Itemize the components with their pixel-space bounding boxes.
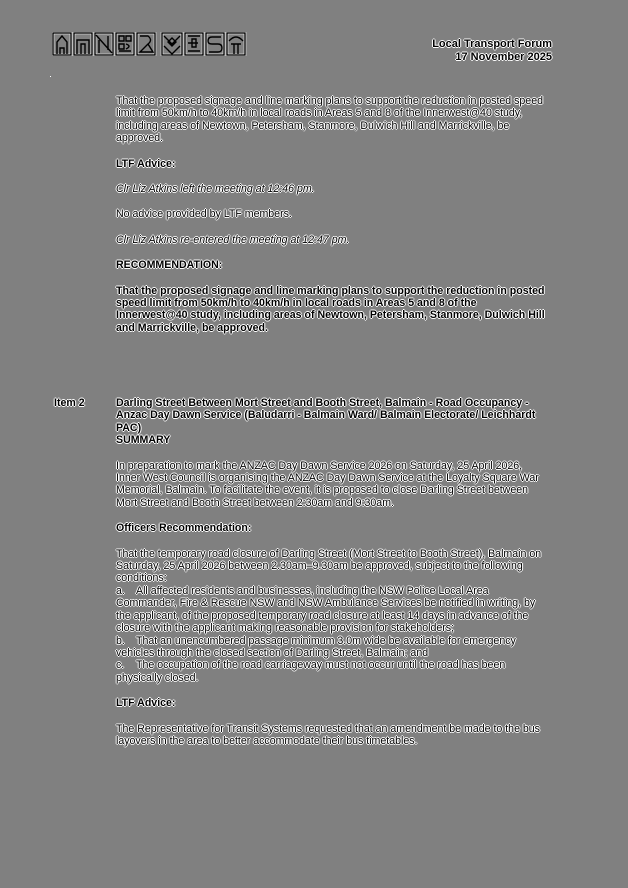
condition-letter: b. [116,634,125,647]
item2-section [116,397,548,747]
inner-west-logo-icon [52,32,257,56]
item2-summary-text: In preparation to mark the ANZAC Day Dawn Service 2026 on Saturday, 25 April 2026, Inner West Council is organising the ANZAC Day Dawn Service at the Loyalty Square War Memorial, Balmain. To facilitate the event, it is proposed to close Darling Street between Mort Street and Booth Street between 2:30am and 9:30am. [116,459,539,509]
meeting-date: 17 November 2025 [455,51,552,63]
condition-text: All affected residents and businesses, including the NSW Police Local Area Commander, Fire & Rescue NSW and NSW Ambulance Services be notified in writing, by the applicant, of the proposed temporary road closure at least 14 days in advance of the closure with the applicant making reasonable provision for stakeholders; [116,584,536,635]
item1-note-reentered: Clr Liz Atkins re-entered the meeting at 12:47 pm. [116,233,350,246]
item2-ltf-advice-text: The Representative for Transit Systems requested that an amendment be made to the bus layovers in the area to better accommodate their bus timetables. [116,722,540,747]
page-header [432,38,552,64]
item1-motion-text: That the proposed signage and line marking plans to support the reduction in posted speed limit from 50km/h to 40km/h in local roads in Areas 5 and 8 of the Innerwest@40 study, including areas of Newtown, Petersham, Stanmore, Dulwich Hill and Marrickville, be approved. [116,95,543,145]
item2-officers-intro: That the temporary road closure of Darling Street (Mort Street to Booth Street), Balmain on Saturday, 25 April 2026 between 2.30am–9.30am be approved, subject to the following conditions: [116,547,542,585]
item1-section [116,95,548,334]
item1-recommendation-heading: RECOMMENDATION: [116,259,223,272]
item2-title: Darling Street Between Mort Street and Booth Street, Balmain - Road Occupancy - Anzac Day Dawn Service (Baludarri - Balmain Ward/ Balmain Electorate/ Leichhardt PAC) [116,397,536,434]
decorative-dot [50,76,51,77]
condition-letter: a. [116,584,125,597]
item1-advice-text: No advice provided by LTF members. [116,208,292,221]
item2-condition-b [116,635,548,660]
inner-west-logo [52,32,257,56]
item1-recommendation-text: That the proposed signage and line marking plans to support the reduction in posted speed limit from 50km/h to 40km/h in local roads in Areas 5 and 8 of the Innerwest@40 study, including areas of Newtown, Petersham, Stanmore, Dulwich Hill and Marrickville, be approved. [116,284,545,334]
condition-letter: c. [116,659,125,672]
item1-note-left: Clr Liz Atkins left the meeting at 12:46 pm. [116,183,315,196]
item2-ltf-advice-heading: LTF Advice: [116,697,176,710]
item1-ltf-advice-heading: LTF Advice: [116,157,176,170]
item2-label: Item 2 [54,397,85,409]
condition-text: That an unencumbered passage minimum 3.0m wide be available for emergency vehicles through the closed section of Darling Street, Balmain; and [116,634,516,659]
item2-condition-c [116,659,548,684]
meeting-title: Local Transport Forum [432,38,552,50]
item2-condition-a [116,585,548,635]
condition-text: The occupation of the road carriageway must not occur until the road has been physically closed. [116,659,506,684]
item2-summary-heading: SUMMARY [116,434,171,447]
item2-officers-heading: Officers Recommendation: [116,522,252,535]
